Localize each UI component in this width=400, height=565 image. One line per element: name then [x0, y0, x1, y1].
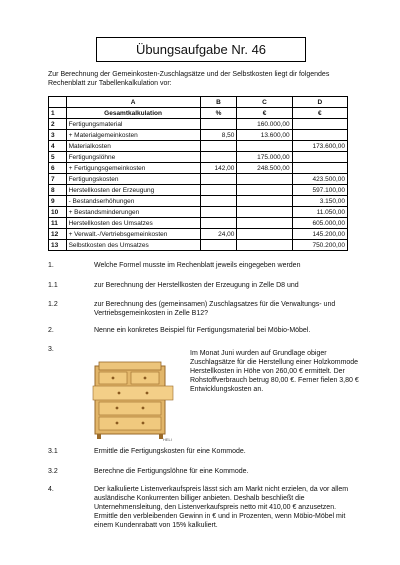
cell-d: 11.050,00 — [292, 207, 347, 218]
cell-d — [292, 163, 347, 174]
column-header-a: A — [66, 97, 200, 108]
cell-a: Materialkosten — [66, 141, 200, 152]
row-number: 8 — [49, 185, 67, 196]
question-4-number: 4. — [48, 486, 54, 493]
cell-b — [200, 196, 237, 207]
cell-a: + Bestandsminderungen — [66, 207, 200, 218]
question-4-text-2: Ermittle den verbleibenden Gewinn in € und in Prozenten, wenn Möbio-Möbel mit einem Kundenrabatt von 15% kalkuliert. — [94, 513, 346, 529]
cell-c — [237, 185, 292, 196]
cell-c — [237, 174, 292, 185]
cell-d: 3.150,00 — [292, 196, 347, 207]
cell-d: 173.600,00 — [292, 141, 347, 152]
cell-d — [292, 130, 347, 141]
row-number: 13 — [49, 240, 67, 251]
table-row — [49, 229, 348, 240]
row-number: 1 — [49, 108, 67, 119]
cell-c — [237, 229, 292, 240]
cell-a: Gesamtkalkulation — [66, 108, 200, 119]
cell-b — [200, 141, 237, 152]
cell-c: 248.500,00 — [237, 163, 292, 174]
cell-c: € — [237, 108, 292, 119]
column-header-b: B — [200, 97, 237, 108]
spreadsheet-table — [48, 96, 348, 251]
dresser-icon — [89, 360, 177, 440]
column-header-d: D — [292, 97, 347, 108]
table-row — [49, 119, 348, 130]
question-1-2-number: 1.2 — [48, 301, 58, 308]
cell-c — [237, 196, 292, 207]
row-number: 10 — [49, 207, 67, 218]
cell-b — [200, 174, 237, 185]
cell-c — [237, 207, 292, 218]
cell-d: 605.000,00 — [292, 218, 347, 229]
question-3-2-number: 3.2 — [48, 468, 58, 475]
cell-d: 750.200,00 — [292, 240, 347, 251]
cell-a: - Bestandserhöhungen — [66, 196, 200, 207]
question-3-1-number: 3.1 — [48, 448, 58, 455]
question-3-description: Im Monat Juni wurden auf Grundlage obiger Zuschlagsätze für die Herstellung einer Holzkommode Herstellkosten in Höhe von 260,00 € ermittelt. Der Rohstoffverbrauch betrug 80,00 €. Ferner fielen 3,80 € Entwicklungskosten an. — [190, 350, 359, 393]
table-row — [49, 207, 348, 218]
cell-a: Fertigungsmaterial — [66, 119, 200, 130]
row-number: 12 — [49, 229, 67, 240]
cell-b — [200, 218, 237, 229]
cell-c: 175.000,00 — [237, 152, 292, 163]
cell-c — [237, 240, 292, 251]
cell-c: 13.600,00 — [237, 130, 292, 141]
page-title: Übungsaufgabe Nr. 46 — [96, 37, 306, 62]
cell-b — [200, 240, 237, 251]
cell-d: 597.100,00 — [292, 185, 347, 196]
cell-a: + Fertigungsgemeinkosten — [66, 163, 200, 174]
cell-b: 8,50 — [200, 130, 237, 141]
cell-b: 24,00 — [200, 229, 237, 240]
corner-cell — [49, 97, 67, 108]
question-3-number: 3. — [48, 346, 54, 353]
cell-b — [200, 119, 237, 130]
cell-b: 142,00 — [200, 163, 237, 174]
table-row — [49, 185, 348, 196]
cell-d: € — [292, 108, 347, 119]
cell-a: + Verwalt.-/Vertriebsgemeinkosten — [66, 229, 200, 240]
table-row — [49, 163, 348, 174]
image-caption: HELI — [163, 437, 172, 442]
question-1-text: Welche Formel musste im Rechenblatt jeweils eingegeben werden — [94, 262, 301, 269]
row-number: 11 — [49, 218, 67, 229]
cell-a: Fertigungslöhne — [66, 152, 200, 163]
cell-d — [292, 152, 347, 163]
table-row — [49, 218, 348, 229]
question-1-2-text: zur Berechnung des (gemeinsamen) Zuschlagsatzes für die Verwaltungs- und Vertriebsgemeinkosten in Zelle B12? — [94, 301, 336, 317]
cell-a: Herstellkosten des Umsatzes — [66, 218, 200, 229]
row-number: 6 — [49, 163, 67, 174]
table-row — [49, 141, 348, 152]
row-number: 4 — [49, 141, 67, 152]
table-row — [49, 130, 348, 141]
cell-c — [237, 141, 292, 152]
cell-b — [200, 152, 237, 163]
cell-d: 145.200,00 — [292, 229, 347, 240]
question-1-number: 1. — [48, 262, 54, 269]
cell-a: Herstellkosten der Erzeugung — [66, 185, 200, 196]
column-header-c: C — [237, 97, 292, 108]
table-row — [49, 174, 348, 185]
cell-a: + Materialgemeinkosten — [66, 130, 200, 141]
cell-c: 160.000,00 — [237, 119, 292, 130]
table-row — [49, 152, 348, 163]
column-letters-row — [49, 97, 348, 108]
table-row — [49, 196, 348, 207]
cell-c — [237, 218, 292, 229]
cell-d: 423.500,00 — [292, 174, 347, 185]
question-4-text: Der kalkulierte Listenverkaufspreis lässt sich am Markt nicht erzielen, da vor allem ausländische Konkurrenten billiger anbieten. Deshalb beschließt die Unternehmensleitung, den Listenverkaufspreis netto mit 410,00 € anzusetzen. — [94, 486, 349, 511]
cell-a: Selbstkosten des Umsatzes — [66, 240, 200, 251]
row-number: 2 — [49, 119, 67, 130]
cell-b — [200, 185, 237, 196]
row-number: 7 — [49, 174, 67, 185]
cell-b: % — [200, 108, 237, 119]
cell-d — [292, 119, 347, 130]
row-number: 5 — [49, 152, 67, 163]
intro-text: Zur Berechnung der Gemeinkosten-Zuschlagsätze und der Selbstkosten liegt dir folgendes Rechenblatt zur Tabellenkalkulation vor: — [48, 71, 330, 87]
table-row — [49, 240, 348, 251]
cell-a: Fertigungskosten — [66, 174, 200, 185]
question-3-1-text: Ermittle die Fertigungskosten für eine Kommode. — [94, 448, 246, 455]
question-1-1-text: zur Berechnung der Herstellkosten der Erzeugung in Zelle D8 und — [94, 282, 299, 289]
question-3-2-text: Berechne die Fertigungslöhne für eine Kommode. — [94, 468, 249, 475]
cell-b — [200, 207, 237, 218]
question-2-number: 2. — [48, 327, 54, 334]
row-number: 3 — [49, 130, 67, 141]
table-header-row — [49, 108, 348, 119]
question-1-1-number: 1.1 — [48, 282, 58, 289]
question-2-text: Nenne ein konkretes Beispiel für Fertigungsmaterial bei Möbio-Möbel. — [94, 327, 311, 334]
row-number: 9 — [49, 196, 67, 207]
